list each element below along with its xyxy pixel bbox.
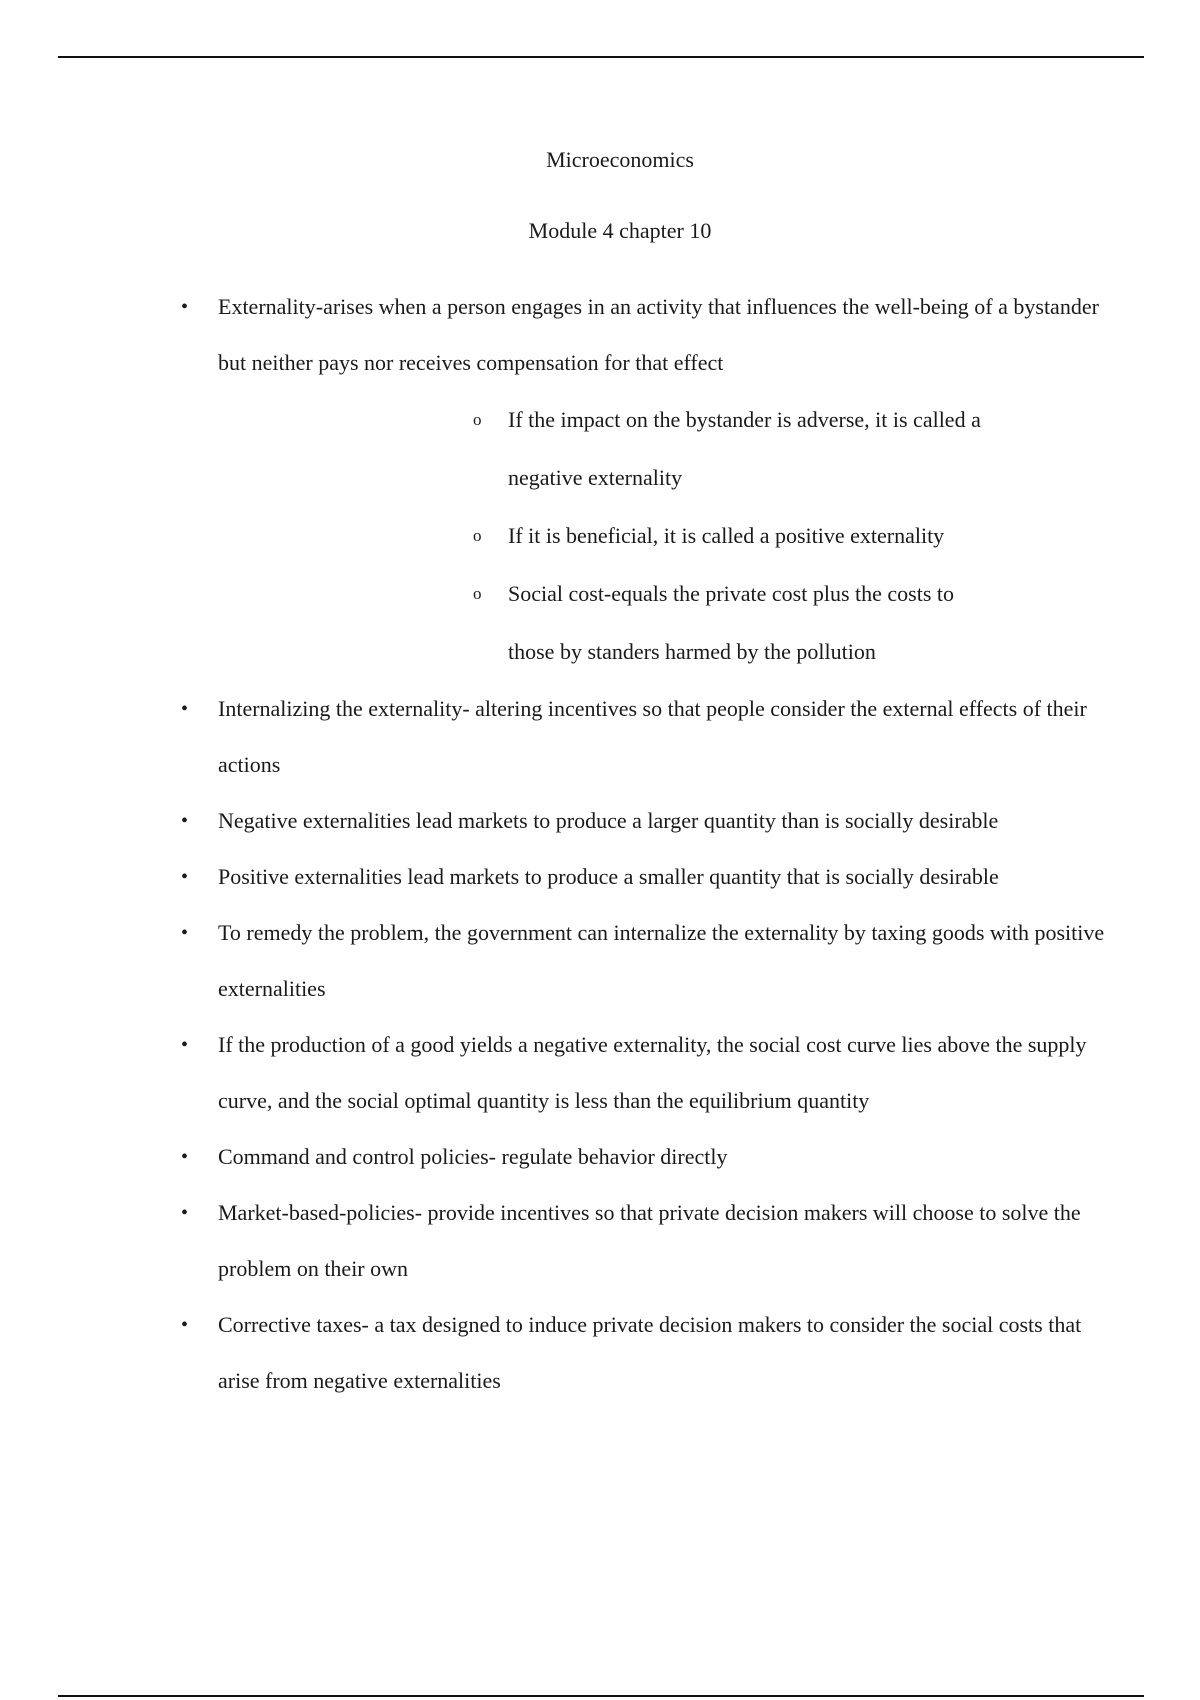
hollow-bullet-icon: o — [473, 410, 482, 429]
bullet-item-remedy — [0, 905, 1200, 1017]
bullet-text: To remedy the problem, the government can internalize the externality by taxing goods with positive externalities — [218, 920, 1105, 1001]
document-subtitle: Module 4 chapter 10 — [528, 218, 712, 243]
bullet-icon: • — [181, 1034, 189, 1056]
sub-bullet-text: If the impact on the bystander is adverse, it is called a negative externality — [508, 407, 981, 490]
bullet-icon: • — [181, 810, 189, 832]
bullet-item-internalizing — [0, 681, 1200, 793]
bullet-icon: • — [181, 922, 189, 944]
sub-item-negative-externality — [218, 391, 1120, 507]
notes-body — [0, 279, 1200, 1409]
sub-bullet-list — [218, 391, 1120, 681]
footer-rule — [58, 1695, 1144, 1697]
document-title: Microeconomics — [546, 147, 694, 172]
bullet-text: Positive externalities lead markets to produce a smaller quantity that is socially desirable — [218, 864, 999, 889]
bullet-text: Market-based-policies- provide incentives so that private decision makers will choose to solve the problem on their own — [218, 1200, 1081, 1281]
bullet-text: Externality-arises when a person engages in an activity that influences the well-being of a bystander but neither pays nor receives compensation for that effect — [218, 294, 1099, 375]
bullet-icon: • — [181, 1202, 189, 1224]
bullet-text: Negative externalities lead markets to produce a larger quantity than is socially desirable — [218, 808, 999, 833]
bullet-item-social-cost-curve — [0, 1017, 1200, 1129]
bullet-icon: • — [181, 1314, 189, 1336]
bullet-icon: • — [181, 1146, 189, 1168]
bullet-list — [0, 279, 1200, 1409]
hollow-bullet-icon: o — [473, 526, 482, 545]
bullet-item-command-control — [0, 1129, 1200, 1185]
sub-item-social-cost — [218, 565, 1120, 681]
bullet-text: Internalizing the externality- altering incentives so that people consider the external effects of their actions — [218, 696, 1087, 777]
bullet-text: Command and control policies- regulate behavior directly — [218, 1144, 728, 1169]
header-rule — [58, 56, 1144, 58]
bullet-item-market-based — [0, 1185, 1200, 1297]
bullet-item-externality — [0, 279, 1200, 681]
bullet-icon: • — [181, 698, 189, 720]
bullet-icon: • — [181, 296, 189, 318]
bullet-item-positive-externalities — [0, 849, 1200, 905]
sub-bullet-text: Social cost-equals the private cost plus the costs to those by standers harmed by the pollution — [508, 581, 955, 664]
bullet-icon: • — [181, 866, 189, 888]
hollow-bullet-icon: o — [473, 584, 482, 603]
bullet-item-corrective-taxes — [0, 1297, 1200, 1409]
sub-item-positive-externality — [218, 507, 1120, 565]
bullet-text: If the production of a good yields a negative externality, the social cost curve lies above the supply curve, and the social optimal quantity is less than the equilibrium quantity — [218, 1032, 1087, 1113]
sub-bullet-text: If it is beneficial, it is called a positive externality — [508, 523, 945, 548]
bullet-item-negative-externalities — [0, 793, 1200, 849]
bullet-text: Corrective taxes- a tax designed to induce private decision makers to consider the social costs that arise from negative externalities — [218, 1312, 1082, 1393]
